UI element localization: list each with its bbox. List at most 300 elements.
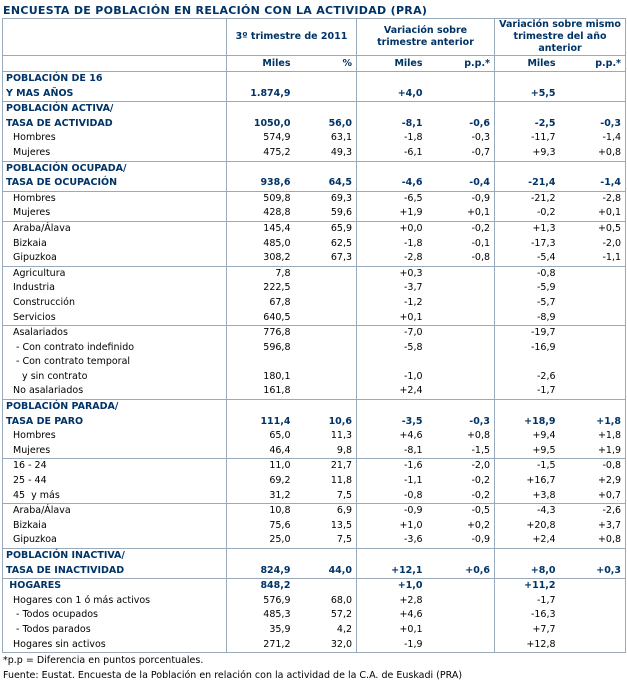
cell-value (560, 87, 626, 102)
cell-value: 576,9 (263, 594, 291, 606)
cell-value: 776,8 (227, 326, 295, 341)
cell-value: -0,3 (427, 415, 495, 430)
row-label: TASA DE INACTIVIDAD (3, 564, 227, 579)
cell-value (560, 608, 626, 623)
table-row (3, 251, 626, 266)
cell-value: -1,4 (560, 176, 626, 191)
cell-value: +2,8 (399, 594, 423, 606)
row-label: POBLACIÓN DE 16 (3, 72, 227, 87)
row-label: Hogares con 1 ó más activos (3, 594, 227, 609)
cell-value: -11,7 (530, 132, 556, 144)
table-row (3, 400, 626, 415)
cell-value: -16,3 (530, 609, 556, 621)
cell-value: -0,2 (427, 489, 495, 504)
cell-value: -0,3 (560, 117, 626, 132)
cell-value: -0,1 (427, 237, 495, 252)
row-label: Gipuzkoa (3, 251, 227, 266)
table-row (3, 102, 626, 117)
cell-value: 11,8 (295, 474, 357, 489)
cell-value: 11,0 (227, 459, 295, 474)
cell-value: -7,0 (357, 326, 427, 341)
cell-value: +12,8 (495, 638, 560, 653)
cell-value: 485,0 (263, 237, 291, 249)
row-label: Servicios (3, 311, 227, 326)
cell-value (427, 326, 495, 341)
cell-value (560, 311, 626, 326)
cell-value (427, 579, 495, 594)
cell-value: -0,2 (427, 474, 495, 489)
table-row (3, 429, 626, 444)
cell-value: 1050,0 (253, 117, 291, 129)
cell-value (560, 638, 626, 653)
row-label: TASA DE ACTIVIDAD (3, 117, 227, 132)
cell-value: 11,3 (295, 429, 357, 444)
cell-value (227, 549, 295, 564)
cell-value (560, 594, 626, 609)
cell-value: -0,3 (427, 131, 495, 146)
row-label: 16 - 24 (3, 459, 227, 474)
cell-value (560, 326, 626, 341)
cell-value: -16,9 (530, 341, 556, 353)
cell-value: +1,8 (560, 415, 626, 430)
cell-value: 67,8 (269, 296, 291, 308)
cell-value (560, 370, 626, 385)
cell-value: 180,1 (263, 370, 291, 382)
cell-value (295, 370, 357, 385)
cell-value: 161,8 (263, 385, 291, 397)
cell-value: 32,0 (295, 638, 357, 653)
cell-value: -1,0 (403, 370, 423, 382)
cell-value: +0,0 (357, 221, 427, 236)
cell-value: -0,4 (427, 176, 495, 191)
cell-value: +3,8 (532, 489, 556, 501)
cell-value (427, 594, 495, 609)
table-row (3, 326, 626, 341)
cell-value (295, 579, 357, 594)
source: Fuente: Eustat. Encuesta de la Población en relación con la actividad de la C.A. de Euskadi (PRA) (3, 670, 463, 682)
cell-value: 1.874,9 (250, 87, 291, 99)
table-row (3, 146, 626, 161)
table-row (3, 638, 626, 653)
table-row (3, 117, 626, 132)
cell-value (295, 355, 357, 370)
cell-value (295, 281, 357, 296)
cell-value (427, 296, 495, 311)
cell-value: +1,9 (399, 207, 423, 219)
cell-value (227, 102, 295, 117)
table-row (3, 489, 626, 504)
table-row (3, 311, 626, 326)
cell-value (560, 102, 626, 117)
cell-value (295, 266, 357, 281)
cell-value: 35,9 (269, 623, 291, 635)
cell-value: 62,5 (295, 237, 357, 252)
cell-value: -1,6 (357, 459, 427, 474)
cell-value: +3,7 (560, 519, 626, 534)
table-row (3, 161, 626, 176)
cell-value: +1,8 (560, 429, 626, 444)
cell-value: 7,5 (295, 489, 357, 504)
cell-value: 485,3 (263, 609, 291, 621)
cell-value: -3,5 (401, 415, 423, 427)
cell-value: 7,8 (227, 266, 295, 281)
cell-value: -1,7 (536, 594, 556, 606)
row-label: Y MAS AÑOS (3, 87, 227, 102)
cell-value: +9,5 (532, 444, 556, 456)
row-label: TASA DE OCUPACIÓN (3, 176, 227, 191)
cell-value: -3,7 (403, 282, 423, 294)
cell-value: -5,4 (536, 252, 556, 264)
cell-value: +0,1 (399, 623, 423, 635)
cell-value: 65,0 (269, 430, 291, 442)
row-label: Araba/Álava (3, 504, 227, 519)
row-label: - Con contrato indefinido (3, 341, 227, 356)
cell-value: +18,9 (524, 415, 556, 427)
row-label: No asalariados (3, 384, 227, 399)
cell-value (495, 72, 560, 87)
cell-value (427, 102, 495, 117)
header-var-year: Variación sobre mismo trimestre del año anterior (495, 19, 626, 56)
cell-value (427, 311, 495, 326)
table-row (3, 191, 626, 206)
cell-value: -1,5 (427, 444, 495, 459)
cell-value: 57,2 (295, 608, 357, 623)
cell-value: -1,1 (403, 475, 423, 487)
row-label: y sin contrato (3, 370, 227, 385)
cell-value: 222,5 (263, 282, 291, 294)
row-label: Mujeres (3, 146, 227, 161)
cell-value (427, 549, 495, 564)
header-pp-1: p.p.* (427, 56, 495, 72)
cell-value: -1,2 (403, 296, 423, 308)
cell-value: +0,6 (427, 564, 495, 579)
row-label: Industria (3, 281, 227, 296)
cell-value: -2,8 (403, 252, 423, 264)
row-label: POBLACIÓN OCUPADA/ (3, 161, 227, 176)
cell-value: +5,5 (530, 87, 556, 99)
cell-value: -0,9 (427, 191, 495, 206)
cell-value: 69,3 (295, 191, 357, 206)
cell-value (427, 638, 495, 653)
row-label: Hombres (3, 191, 227, 206)
cell-value: +0,3 (560, 564, 626, 579)
cell-value (357, 102, 427, 117)
cell-value (357, 355, 427, 370)
cell-value: -2,6 (536, 370, 556, 382)
cell-value: 7,5 (295, 533, 357, 548)
cell-value: +7,7 (532, 623, 556, 635)
cell-value: +8,0 (530, 564, 556, 576)
cell-value (357, 400, 427, 415)
table-row (3, 533, 626, 548)
cell-value: 6,9 (295, 504, 357, 519)
table-row (3, 237, 626, 252)
cell-value: -4,6 (401, 177, 423, 189)
header-pp-2: p.p.* (560, 56, 626, 72)
cell-value: -6,5 (357, 191, 427, 206)
cell-value: 13,5 (295, 519, 357, 534)
cell-value: -0,8 (403, 489, 423, 501)
cell-value: -0,9 (357, 504, 427, 519)
cell-value (295, 102, 357, 117)
cell-value: +11,2 (495, 579, 560, 594)
cell-value: 49,3 (295, 146, 357, 161)
table-row (3, 608, 626, 623)
cell-value (560, 549, 626, 564)
cell-value (427, 608, 495, 623)
table-row (3, 459, 626, 474)
header-miles-1: Miles (227, 56, 295, 72)
cell-value: -1,5 (495, 459, 560, 474)
table-row (3, 266, 626, 281)
cell-value (427, 623, 495, 638)
header-miles-2: Miles (357, 56, 427, 72)
cell-value: -0,8 (427, 251, 495, 266)
cell-value: 25,0 (269, 534, 291, 546)
cell-value: +0,3 (357, 266, 427, 281)
cell-value (495, 549, 560, 564)
cell-value (427, 72, 495, 87)
cell-value: 64,5 (295, 176, 357, 191)
table-row (3, 504, 626, 519)
cell-value: +0,8 (560, 146, 626, 161)
cell-value: 640,5 (263, 311, 291, 323)
cell-value (495, 355, 560, 370)
table-row (3, 87, 626, 102)
cell-value: -6,1 (403, 146, 423, 158)
cell-value: +0,1 (560, 206, 626, 221)
cell-value (427, 400, 495, 415)
cell-value: 596,8 (263, 341, 291, 353)
cell-value: +9,3 (532, 146, 556, 158)
table-row (3, 176, 626, 191)
table-row (3, 221, 626, 236)
cell-value (495, 400, 560, 415)
cell-value (227, 72, 295, 87)
cell-value: +1,3 (495, 221, 560, 236)
cell-value: +16,7 (526, 475, 556, 487)
table-row (3, 444, 626, 459)
row-label: Bizkaia (3, 519, 227, 534)
cell-value (560, 72, 626, 87)
cell-value (227, 400, 295, 415)
cell-value: -0,5 (427, 504, 495, 519)
cell-value: +1,0 (357, 579, 427, 594)
cell-value (560, 623, 626, 638)
cell-value (295, 326, 357, 341)
header-pct: % (295, 56, 357, 72)
table-row (3, 384, 626, 399)
table-row (3, 370, 626, 385)
cell-value: -21,2 (495, 191, 560, 206)
cell-value (295, 311, 357, 326)
cell-value: 428,8 (263, 207, 291, 219)
cell-value: -3,6 (403, 534, 423, 546)
table-row (3, 296, 626, 311)
table-row (3, 341, 626, 356)
cell-value: 145,4 (227, 221, 295, 236)
cell-value (427, 281, 495, 296)
cell-value (295, 384, 357, 399)
cell-value (560, 161, 626, 176)
cell-value: 9,8 (295, 444, 357, 459)
cell-value (295, 161, 357, 176)
cell-value (295, 72, 357, 87)
cell-value: -2,6 (560, 504, 626, 519)
cell-value: +12,1 (391, 564, 423, 576)
table-row (3, 579, 626, 594)
cell-value: -17,3 (530, 237, 556, 249)
row-label: Hogares sin activos (3, 638, 227, 653)
cell-value: 10,6 (295, 415, 357, 430)
row-label: Bizkaia (3, 237, 227, 252)
cell-value: +1,9 (560, 444, 626, 459)
cell-value: +0,2 (427, 519, 495, 534)
cell-value: -0,9 (427, 533, 495, 548)
cell-value: -19,7 (495, 326, 560, 341)
table-row (3, 72, 626, 87)
cell-value: -21,4 (528, 177, 556, 189)
cell-value: -1,8 (403, 237, 423, 249)
cell-value (295, 400, 357, 415)
cell-value: 848,2 (227, 579, 295, 594)
row-label: POBLACIÓN PARADA/ (3, 400, 227, 415)
cell-value: -5,8 (403, 341, 423, 353)
cell-value: +2,4 (399, 385, 423, 397)
cell-value: -0,2 (536, 207, 556, 219)
cell-value: +0,1 (399, 311, 423, 323)
cell-value: +2,4 (532, 534, 556, 546)
cell-value: 65,9 (295, 221, 357, 236)
cell-value (560, 341, 626, 356)
cell-value (357, 549, 427, 564)
table-row (3, 281, 626, 296)
cell-value (560, 266, 626, 281)
header-miles-3: Miles (495, 56, 560, 72)
cell-value: -1,1 (560, 251, 626, 266)
table-row (3, 355, 626, 370)
table-row (3, 594, 626, 609)
cell-value (427, 370, 495, 385)
cell-value: -5,9 (536, 282, 556, 294)
cell-value: -1,8 (403, 132, 423, 144)
row-label: 25 - 44 (3, 474, 227, 489)
cell-value: 59,6 (295, 206, 357, 221)
cell-value: -2,8 (560, 191, 626, 206)
cell-value (227, 161, 295, 176)
cell-value: 10,8 (227, 504, 295, 519)
cell-value: 56,0 (295, 117, 357, 132)
row-label: Mujeres (3, 444, 227, 459)
cell-value (427, 266, 495, 281)
cell-value (495, 102, 560, 117)
cell-value (560, 355, 626, 370)
cell-value: +0,8 (427, 429, 495, 444)
cell-value: -1,4 (560, 131, 626, 146)
cell-value: +4,0 (397, 87, 423, 99)
row-label: Mujeres (3, 206, 227, 221)
cell-value (295, 549, 357, 564)
cell-value (227, 355, 295, 370)
header-var-prev: Variación sobre trimestre anterior (357, 19, 495, 56)
cell-value (560, 296, 626, 311)
row-label: - Todos ocupados (3, 608, 227, 623)
cell-value: -1,9 (357, 638, 427, 653)
cell-value: -0,6 (427, 117, 495, 132)
row-label: POBLACIÓN ACTIVA/ (3, 102, 227, 117)
cell-value: 75,6 (269, 519, 291, 531)
table-row (3, 206, 626, 221)
footnote: *p.p = Diferencia en puntos porcentuales. (3, 655, 204, 667)
cell-value: -0,8 (560, 459, 626, 474)
cell-value (357, 72, 427, 87)
table-row (3, 415, 626, 430)
table-body (3, 72, 626, 653)
cell-value (427, 355, 495, 370)
page-title: ENCUESTA DE POBLACIÓN EN RELACIÓN CON LA ACTIVIDAD (PRA) (3, 4, 428, 17)
cell-value (427, 341, 495, 356)
cell-value: 67,3 (295, 251, 357, 266)
cell-value: -2,5 (534, 117, 556, 129)
cell-value (495, 161, 560, 176)
table-row (3, 623, 626, 638)
cell-value (295, 87, 357, 102)
table-row (3, 564, 626, 579)
cell-value: 509,8 (227, 191, 295, 206)
header-period: 3º trimestre de 2011 (227, 19, 357, 56)
row-label: TASA DE PARO (3, 415, 227, 430)
cell-value: +20,8 (526, 519, 556, 531)
pra-table (2, 18, 626, 653)
cell-value: -2,0 (560, 237, 626, 252)
cell-value (427, 384, 495, 399)
row-label: HOGARES (3, 579, 227, 594)
row-label: Construcción (3, 296, 227, 311)
cell-value: +0,8 (560, 533, 626, 548)
cell-value: -8,1 (403, 444, 423, 456)
cell-value (560, 384, 626, 399)
cell-value: -8,9 (536, 311, 556, 323)
row-label: Agricultura (3, 266, 227, 281)
cell-value: -2,0 (427, 459, 495, 474)
cell-value: +0,7 (560, 489, 626, 504)
cell-value: 308,2 (263, 252, 291, 264)
header-blank-2 (3, 56, 227, 72)
cell-value (560, 579, 626, 594)
cell-value: 31,2 (269, 489, 291, 501)
cell-value: 63,1 (295, 131, 357, 146)
cell-value: +2,9 (560, 474, 626, 489)
cell-value: -4,3 (495, 504, 560, 519)
cell-value: 44,0 (295, 564, 357, 579)
cell-value: +0,5 (560, 221, 626, 236)
cell-value: 111,4 (260, 415, 291, 427)
cell-value (295, 296, 357, 311)
cell-value: -8,1 (401, 117, 423, 129)
table-row (3, 549, 626, 564)
cell-value (427, 161, 495, 176)
cell-value: +4,6 (399, 430, 423, 442)
cell-value: +0,1 (427, 206, 495, 221)
row-label: Asalariados (3, 326, 227, 341)
row-label: 45 y más (3, 489, 227, 504)
row-label: - Con contrato temporal (3, 355, 227, 370)
cell-value: 574,9 (263, 132, 291, 144)
table-row (3, 474, 626, 489)
cell-value: 46,4 (269, 444, 291, 456)
cell-value (357, 161, 427, 176)
cell-value: 21,7 (295, 459, 357, 474)
